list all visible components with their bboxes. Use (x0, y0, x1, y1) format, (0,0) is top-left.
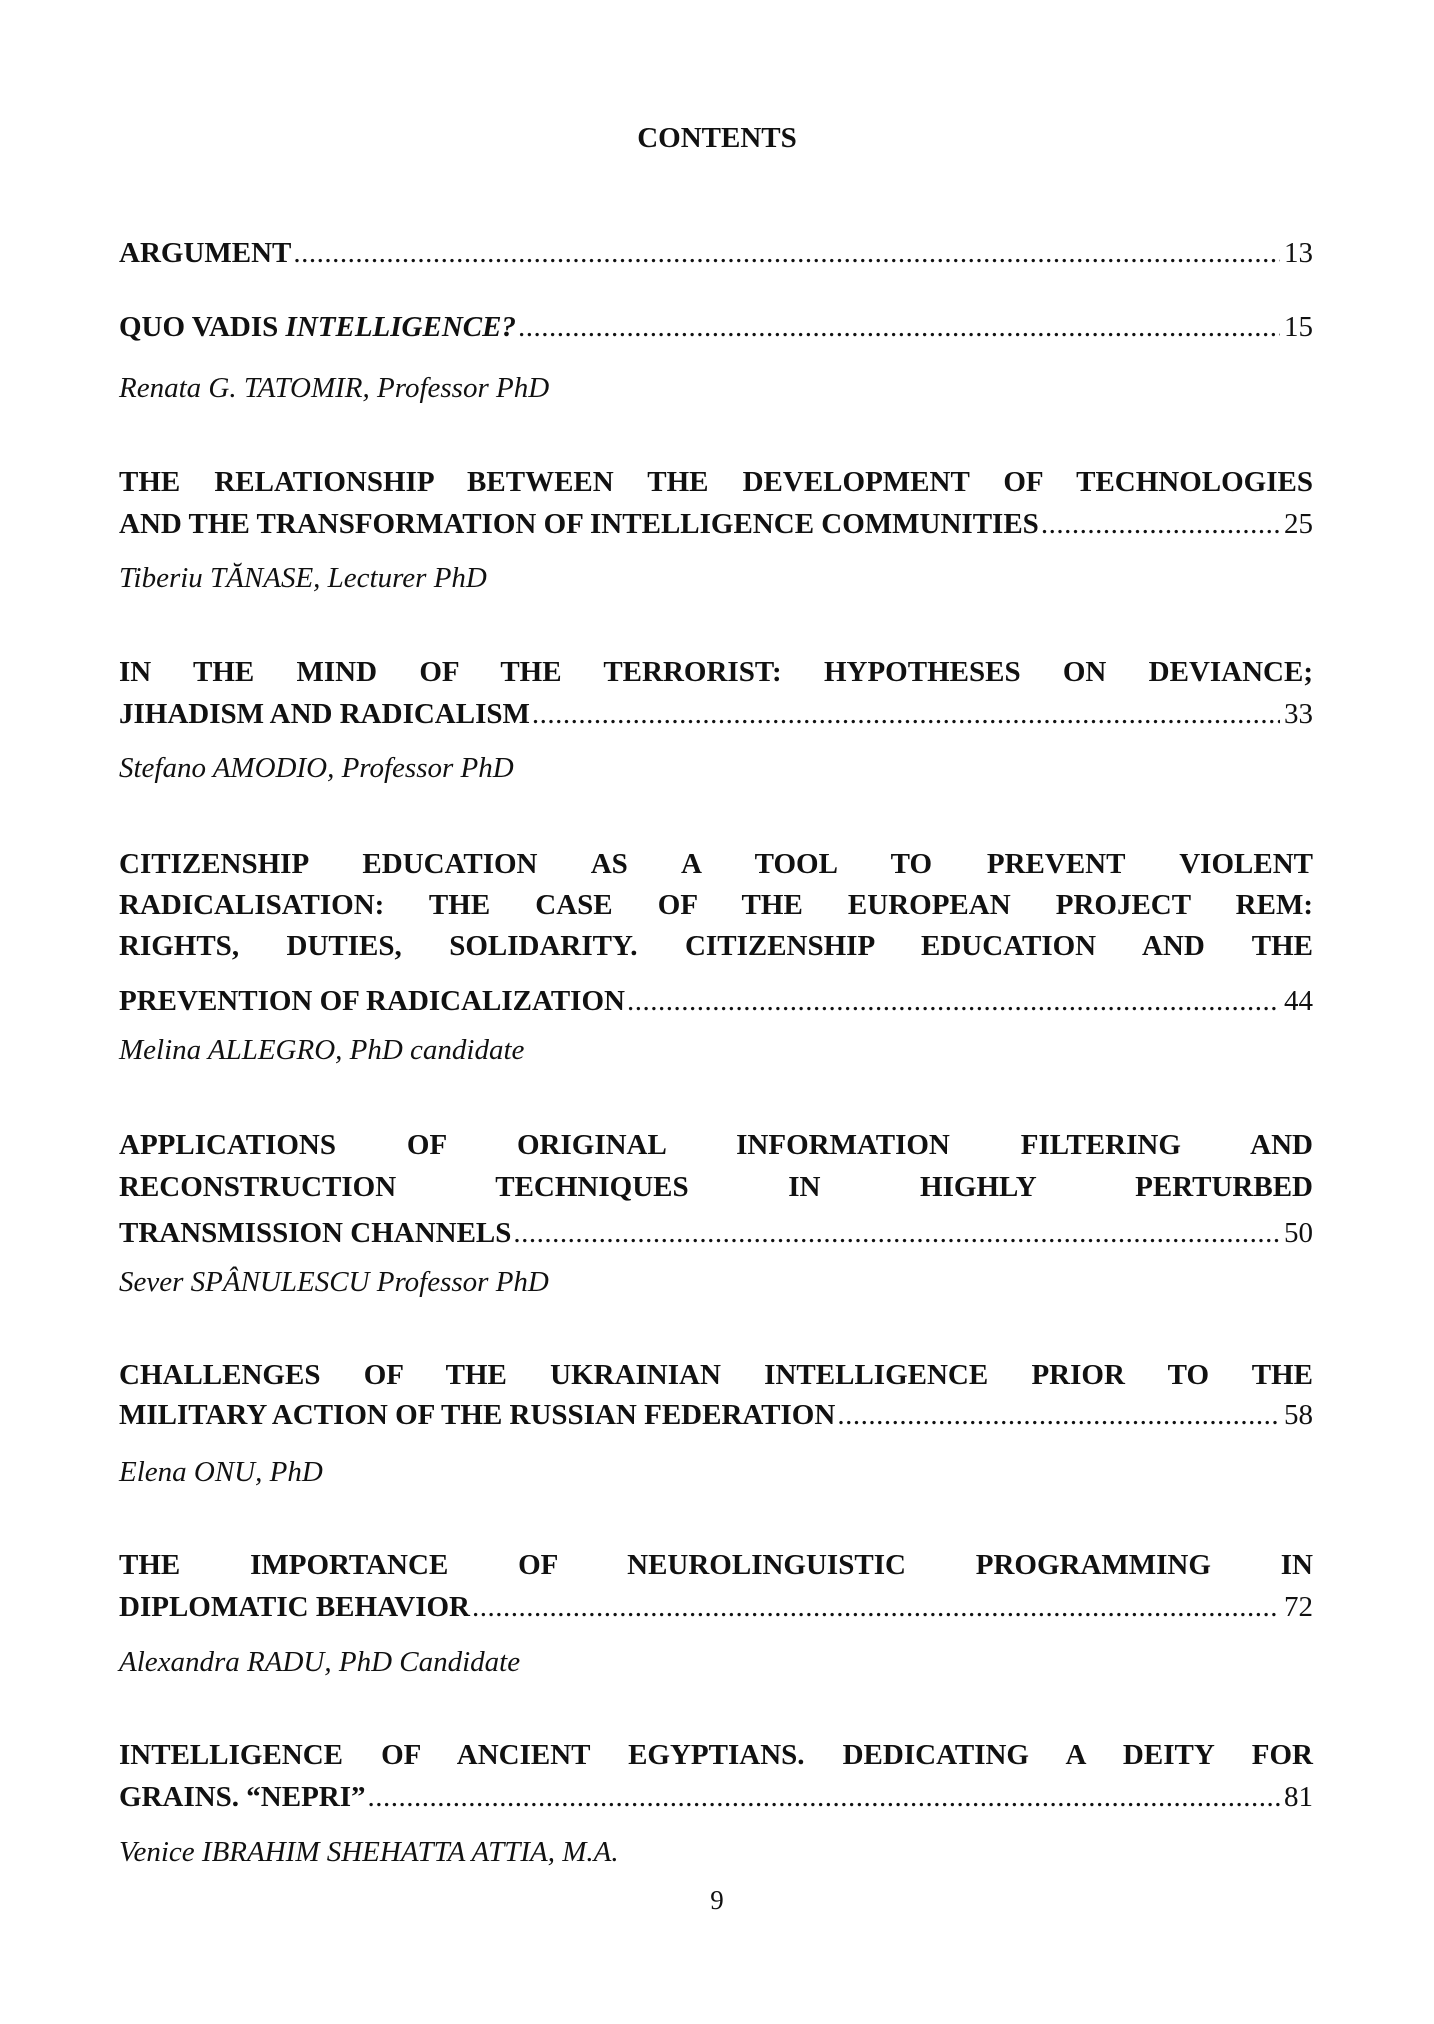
dot-leader (513, 1215, 1280, 1251)
toc-entry-title-line[interactable]: RECONSTRUCTION TECHNIQUES IN HIGHLY PERTURBED (119, 1171, 1313, 1203)
toc-entry-author: Alexandra RADU, PhD Candidate (119, 1646, 521, 1678)
dot-leader (368, 1779, 1280, 1815)
contents-heading: CONTENTS (637, 122, 797, 154)
toc-entry-title-line[interactable]: RIGHTS, DUTIES, SOLIDARITY. CITIZENSHIP EDUCATION AND THE (119, 930, 1313, 962)
toc-entry-title: TRANSMISSION CHANNELS (119, 1217, 512, 1249)
toc-entry-author: Sever SPÂNULESCU Professor PhD (119, 1266, 549, 1298)
toc-entry-egyptians[interactable] (119, 1779, 1313, 1815)
toc-entry-title-line[interactable]: CHALLENGES OF THE UKRAINIAN INTELLIGENCE PRIOR TO THE (119, 1359, 1313, 1391)
toc-entry-page: 58 (1284, 1399, 1313, 1431)
toc-entry-title-line[interactable]: IN THE MIND OF THE TERRORIST: HYPOTHESES ON DEVIANCE; (119, 656, 1313, 688)
toc-entry-author: Stefano AMODIO, Professor PhD (119, 752, 514, 784)
toc-entry-title-line[interactable]: THE RELATIONSHIP BETWEEN THE DEVELOPMENT OF TECHNOLOGIES (119, 466, 1313, 498)
toc-entry-author: Tiberiu TĂNASE, Lecturer PhD (119, 562, 487, 594)
toc-entry-title: ARGUMENT (119, 237, 292, 269)
toc-entry-title-plain: QUO VADIS (119, 311, 286, 343)
toc-entry-title-line[interactable]: CITIZENSHIP EDUCATION AS A TOOL TO PREVENT VIOLENT (119, 848, 1313, 880)
toc-entry-title-line[interactable]: APPLICATIONS OF ORIGINAL INFORMATION FILTERING AND (119, 1129, 1313, 1161)
toc-entry-title: MILITARY ACTION OF THE RUSSIAN FEDERATION (119, 1399, 836, 1431)
toc-entry-title (119, 309, 516, 345)
toc-entry-applications[interactable] (119, 1215, 1313, 1251)
toc-entry-title-line[interactable]: INTELLIGENCE OF ANCIENT EGYPTIANS. DEDICATING A DEITY FOR (119, 1739, 1313, 1771)
dot-leader (1041, 506, 1280, 542)
toc-entry-page: 15 (1284, 311, 1313, 343)
toc-entry-argument[interactable] (119, 235, 1313, 271)
toc-entry-title: PREVENTION OF RADICALIZATION (119, 985, 625, 1017)
toc-entry-author: Renata G. TATOMIR, Professor PhD (119, 372, 550, 404)
toc-entry-citizenship[interactable] (119, 983, 1313, 1019)
toc-entry-author: Elena ONU, PhD (119, 1456, 323, 1488)
dot-leader (532, 696, 1280, 732)
dot-leader (837, 1397, 1280, 1433)
toc-entry-quo-vadis[interactable] (119, 309, 1313, 345)
dot-leader (627, 983, 1280, 1019)
toc-entry-page: 25 (1284, 508, 1313, 540)
dot-leader (293, 235, 1280, 271)
dot-leader (518, 309, 1280, 345)
toc-entry-title-line[interactable]: RADICALISATION: THE CASE OF THE EUROPEAN PROJECT REM: (119, 889, 1313, 921)
toc-entry-page: 72 (1284, 1591, 1313, 1623)
page-number: 9 (710, 1885, 724, 1915)
toc-entry-page: 50 (1284, 1217, 1313, 1249)
toc-entry-title: AND THE TRANSFORMATION OF INTELLIGENCE COMMUNITIES (119, 508, 1039, 540)
toc-entry-page: 44 (1284, 985, 1313, 1017)
toc-entry-terrorist[interactable] (119, 696, 1313, 732)
toc-entry-page: 81 (1284, 1781, 1313, 1813)
toc-entry-author: Melina ALLEGRO, PhD candidate (119, 1034, 525, 1066)
toc-entry-title-italic: INTELLIGENCE? (285, 311, 516, 343)
toc-entry-title: DIPLOMATIC BEHAVIOR (119, 1591, 471, 1623)
toc-entry-relationship[interactable] (119, 506, 1313, 542)
toc-entry-challenges[interactable] (119, 1397, 1313, 1433)
toc-entry-title: JIHADISM AND RADICALISM (119, 698, 530, 730)
toc-entry-title-line[interactable]: THE IMPORTANCE OF NEUROLINGUISTIC PROGRAMMING IN (119, 1549, 1313, 1581)
toc-entry-title: GRAINS. “NEPRI” (119, 1781, 366, 1813)
toc-entry-importance[interactable] (119, 1589, 1313, 1625)
dot-leader (472, 1589, 1280, 1625)
toc-entry-page: 33 (1284, 698, 1313, 730)
toc-entry-page: 13 (1284, 237, 1313, 269)
toc-entry-author: Venice IBRAHIM SHEHATTA ATTIA, M.A. (119, 1836, 619, 1868)
